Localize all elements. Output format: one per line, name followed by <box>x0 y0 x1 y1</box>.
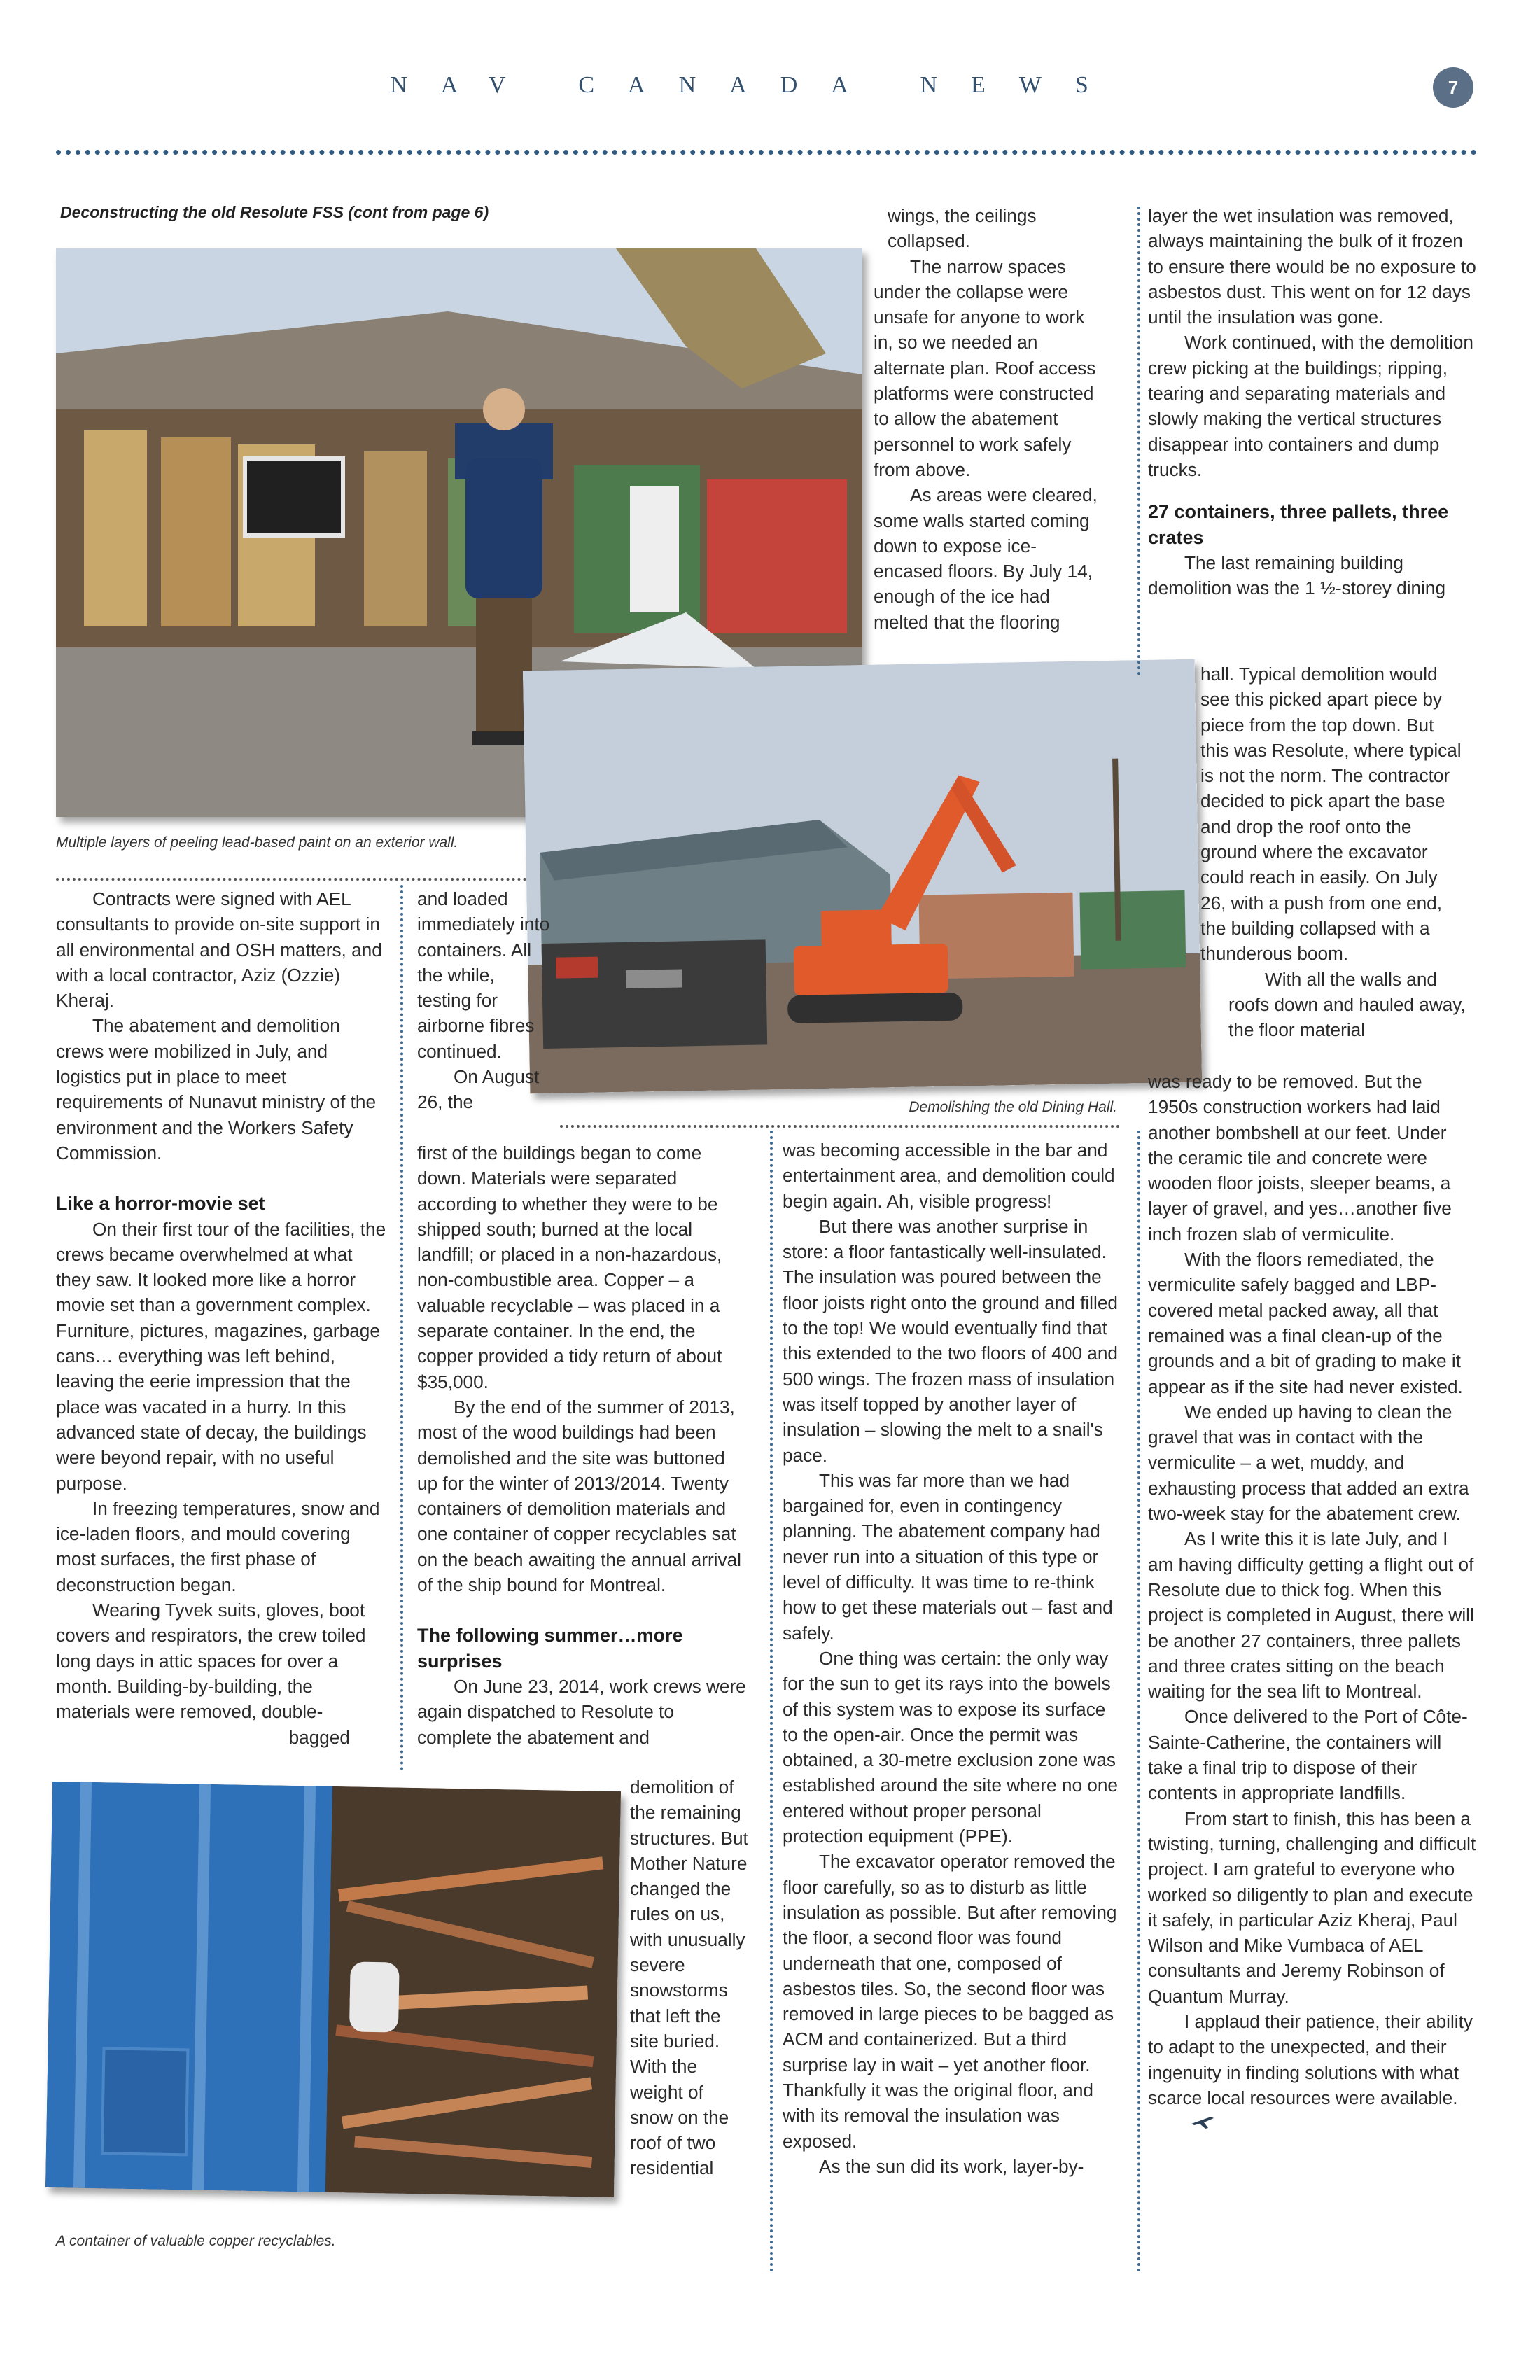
photo-copper-container-image <box>46 1782 621 2197</box>
column-divider-2 <box>770 1130 773 2273</box>
caption-photo-dining-hall: Demolishing the old Dining Hall. <box>909 1099 1117 1115</box>
article-column-4 <box>1148 1069 1477 2137</box>
col4-paragraph-6: We ended up having to clean the gravel that was in contact with the vermiculite – a wet, muddy, and exhausting process that added an extra two-week stay for the abatement crew. <box>1148 1401 1469 1525</box>
column-divider-4 <box>1138 1130 1140 2273</box>
col3-paragraph-2: As areas were cleared, some walls started coming down to expose ice-encased floors. By July 14, enough of the ice had melted that the flooring <box>874 484 1098 633</box>
article-column-2 <box>417 1140 746 1750</box>
col4-paragraph-4-start: With all the walls and roofs down and hauled away, the floor material <box>1228 968 1466 1041</box>
col2-paragraph-2: first of the buildings began to come down. Materials were separated according to whether they were to be shipped south; burned at the local landfill; or placed in a non-hazardous, non-combustible area. Copper – a valuable recyclable – was placed in a separate container. In the end, the copper provided a tidy return of about $35,000. <box>417 1142 722 1392</box>
col4-paragraph-2: Work continued, with the demolition crew picking at the buildings; ripping, tearing and separating materials and slowly making the vertical structures disappear into containers and dump trucks. <box>1148 332 1474 480</box>
col3-top-fragment: wings, the ceilings collapsed. <box>888 205 1037 252</box>
col1-paragraph-4: In freezing temperatures, snow and ice-laden floors, and mould covering most surfaces, the first phase of deconstruction began. <box>56 1497 380 1595</box>
continuation-kicker: Deconstructing the old Resolute FSS (cont from page 6) <box>60 203 489 221</box>
col1-paragraph-5-tail: bagged <box>288 1726 350 1748</box>
col1-paragraph-1: Contracts were signed with AEL consultants to provide on-site support in all environmental and OSH matters, and with a local contractor, Aziz (Ozzie) Kheraj. <box>56 888 382 1011</box>
col4-paragraph-3-cont: hall. Typical demolition would see this picked apart piece by piece from the top down. But this was Resolute, where typical is not the norm. The contractor decided to pick apart the base and drop the roof onto the ground where the excavator could reach in easily. On July 26, with a push from one end, the building collapsed with a thunderous boom. <box>1200 664 1462 965</box>
masthead-title: NAV CANADA NEWS <box>390 72 1122 98</box>
col3-paragraph-3: was becoming accessible in the bar and entertainment area, and demolition could begin again. Ah, visible progress! <box>783 1140 1115 1212</box>
col3-paragraph-6: One thing was certain: the only way for the sun to get its rays into the bowels of this system was to expose its surface to the open-air. Once the permit was obtained, a 30-metre exclusion zone was established around the site where no one entered without proper personal protection equipment (PPE). <box>783 1647 1118 1847</box>
col3-paragraph-5: This was far more than we had bargained for, even in contingency planning. The abatement company had never run into a situation of this type or level of difficulty. It was time to re-think how to get these materials out – fast and safely. <box>783 1469 1113 1644</box>
col4-paragraph-3-start: The last remaining building demolition was the 1 ½-storey dining <box>1148 552 1446 599</box>
page-number-badge: 7 <box>1433 67 1474 108</box>
column-divider-3 <box>1138 206 1140 676</box>
col4-paragraph-7: As I write this it is late July, and I am having difficulty getting a flight out of Resolute due to thick fog. When this project is completed in August, there will be another 27 containers, three pallets and three crates sitting on the beach waiting for the sea lift to Montreal. <box>1148 1528 1474 1702</box>
col2-paragraph-4-cont: demolition of the remaining structures. But Mother Nature changed the rules on us, with unusually severe snowstorms that left the site buried. With the weight of snow on the roof of two residential <box>630 1777 748 2179</box>
photo-dining-hall-demolition <box>523 659 1202 1094</box>
photo-copper-container <box>46 1782 621 2197</box>
subhead-27-containers: 27 containers, three pallets, three crates <box>1148 501 1449 548</box>
caption-photo-copper: A container of valuable copper recyclables. <box>56 2233 336 2249</box>
airplane-icon <box>1154 2112 1215 2137</box>
col3-paragraph-4: But there was another surprise in store: a floor fantastically well-insulated. The insulation was poured between the floor joists right onto the ground and filled to the top! We would eventually find that this extended to the two floors of 400 and 500 wings. The frozen mass of insulation was itself topped by another layer of insulation – slowing the melt to a snail's pace. <box>783 1215 1118 1466</box>
caption-photo-peeling: Multiple layers of peeling lead-based paint on an exterior wall. <box>56 834 458 850</box>
article-column-4-wrap <box>1200 662 1466 1042</box>
col3-paragraph-7: The excavator operator removed the floor carefully, so as to disturb as little insulation as possible. But after removing the floor, a second floor was found underneath that one, composed of asbestos tiles. So, the second floor was removed in large pieces to be bagged as ACM and containerized. But a third surprise lay in wait – yet another floor. Thankfully it was the original floor, and with its removal the insulation was exposed. <box>783 1851 1117 2152</box>
subhead-horror-movie: Like a horror-movie set <box>56 1193 265 1214</box>
col1-paragraph-5: Wearing Tyvek suits, gloves, boot covers and respirators, the crew toiled long days in attic spaces for over a month. Building-by-building, the materials were removed, double- <box>56 1600 366 1723</box>
col2-paragraph-3: By the end of the summer of 2013, most of the wood buildings had been demolished and the site was buttoned up for the winter of 2013/2014. Twenty containers of demolition materials and one container of copper recyclables sat on the beach awaiting the annual arrival of the ship bound for Montreal. <box>417 1396 741 1596</box>
col3-paragraph-1: The narrow spaces under the collapse were unsafe for anyone to work in, so we needed an alternate plan. Roof access platforms were constructed to allow the abatement personnel to work safely from above. <box>874 255 1096 480</box>
col1-paragraph-2: The abatement and demolition crews were mobilized in July, and logistics put in place to meet requirements of Nunavut ministry of the environment and the Workers Safety Commission. <box>56 1015 377 1163</box>
col2-paragraph-1: and loaded immediately into containers. All the while, testing for airborne fibres continued. <box>417 888 550 1062</box>
article-column-3 <box>783 1138 1119 2179</box>
caption-divider-left <box>56 878 560 881</box>
article-column-4-top <box>1148 203 1477 601</box>
article-column-2-top <box>417 886 550 1115</box>
caption-divider-middle <box>560 1125 1120 1128</box>
article-column-2-bottom <box>630 1774 750 2181</box>
header-divider <box>56 150 1477 155</box>
col4-paragraph-4-cont: was ready to be removed. But the 1950s construction workers had laid another bombshell at our feet. Under the ceramic tile and concrete were wooden floor joists, sleeper beams, a layer of gravel, and yes…another five inch frozen slab of vermiculite. <box>1148 1071 1452 1245</box>
subhead-following-summer: The following summer…more surprises <box>417 1625 683 1672</box>
col4-paragraph-8: Once delivered to the Port of Côte-Sainte-Catherine, the containers will take a final trip to dispose of their contents in appropriate landfills. <box>1148 1706 1468 1804</box>
col4-paragraph-10-text: I applaud their patience, their ability to adapt to the unexpected, and their ingenuity in finding solutions with what scarce local resources were available. <box>1148 2010 1473 2108</box>
article-column-3-top <box>874 203 1098 635</box>
col4-paragraph-5: With the floors remediated, the vermiculite safely bagged and LBP-covered metal packed away, all that remained was a final clean-up of the grounds and a bit of grading to make it appear as if the site had never existed. <box>1148 1249 1463 1397</box>
column-divider-1 <box>400 885 403 1771</box>
col1-paragraph-3: On their first tour of the facilities, the crews became overwhelmed at what they saw. It looked more like a horror movie set than a government complex. Furniture, pictures, magazines, garbage cans… everything was left behind, leaving the eerie impression that the place was vacated in a hurry. In this advanced state of decay, the buildings were beyond repair, with no useful purpose. <box>56 1218 386 1494</box>
col2-paragraph-2-start: On August 26, the <box>417 1066 540 1113</box>
col4-paragraph-1: layer the wet insulation was removed, always maintaining the bulk of it frozen to ensure there would be no exposure to asbestos dust. This went on for 12 days until the insulation was gone. <box>1148 205 1476 328</box>
photo-dining-hall-image <box>523 659 1202 1094</box>
col2-paragraph-4: On June 23, 2014, work crews were again dispatched to Resolute to complete the abatement and <box>417 1675 746 1748</box>
col4-paragraph-9: From start to finish, this has been a twisting, turning, challenging and difficult project. I am grateful to everyone who worked so diligently to plan and execute it safely, in particular Aziz Kheraj, Paul Wilson and Mike Vumbaca of AEL consultants and Jeremy Robinson of Quantum Murray. <box>1148 1807 1476 2007</box>
article-column-1 <box>56 886 388 1750</box>
col3-paragraph-8: As the sun did its work, layer-by- <box>819 2155 1084 2177</box>
col4-paragraph-10 <box>1148 2009 1477 2137</box>
